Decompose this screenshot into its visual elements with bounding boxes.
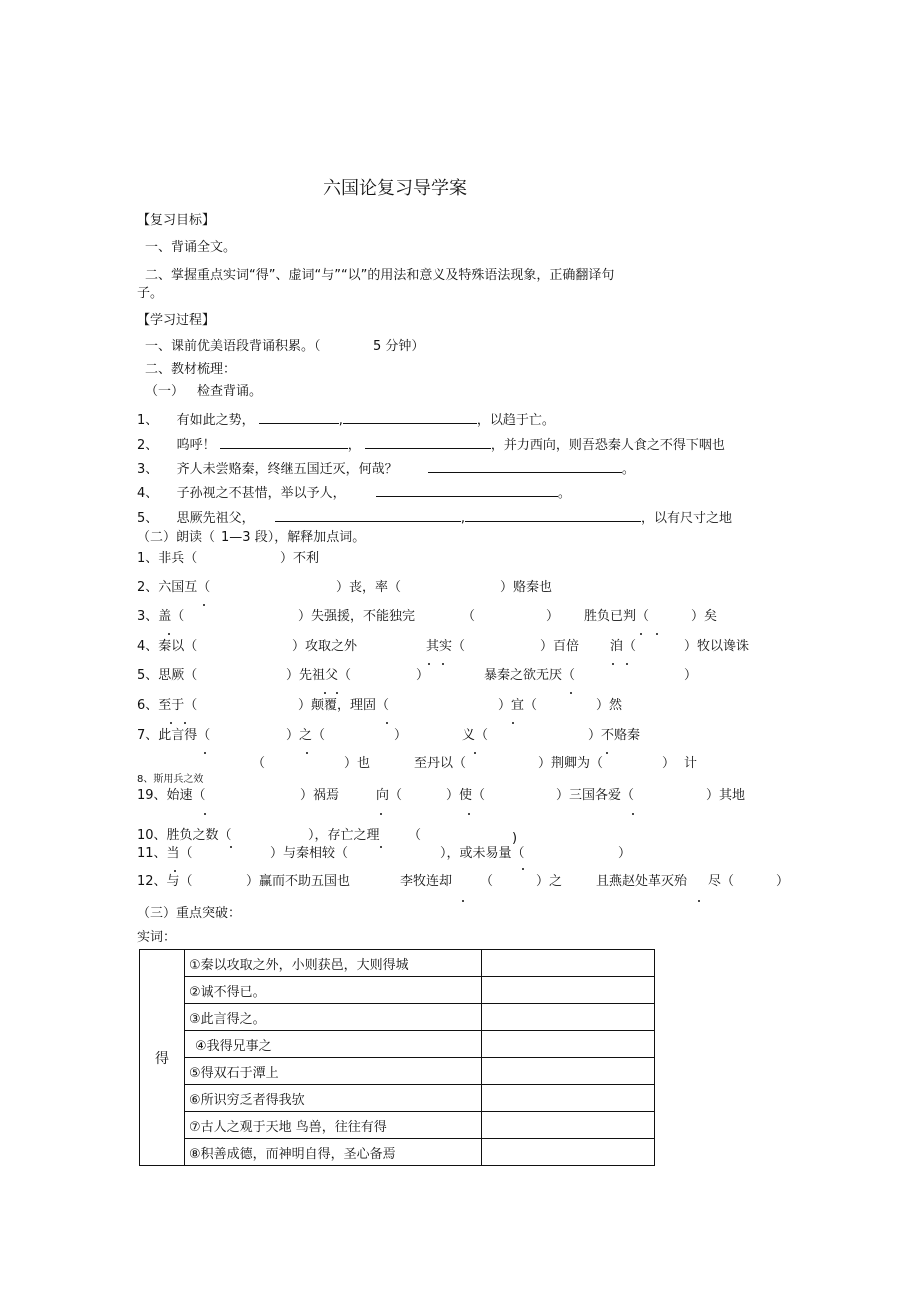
vocab-word: 得 [140, 950, 185, 1166]
reading-item-4: 4、秦以（ [137, 639, 198, 654]
goal-item-2-cont: 子。 [137, 286, 164, 301]
reading-item-11-d: ） [618, 846, 632, 861]
reading-item-2: 2、六国互（ [137, 580, 211, 595]
subsection-1-text: 检查背诵。 [197, 384, 263, 399]
emphasis-dot [324, 692, 326, 694]
blank-field[interactable] [376, 483, 558, 497]
reading-item-7-b: ）之（ [286, 728, 326, 743]
reading-heading: （二）朗读（ 1—3 段），解释加点词。 [137, 530, 366, 545]
reading-item-5: 5、思厥（ [137, 668, 198, 683]
answer-cell[interactable] [482, 1004, 655, 1031]
answer-cell[interactable] [482, 1139, 655, 1166]
emphasis-dot [204, 813, 206, 815]
emphasis-dot [698, 900, 700, 902]
blank-field[interactable] [465, 508, 641, 522]
emphasis-dot [612, 663, 614, 665]
reading-item-6-d: ）然 [596, 698, 623, 713]
answer-cell[interactable] [482, 1112, 655, 1139]
table-row [140, 977, 655, 1004]
recite-line-3: 3、 齐人未尝赂秦，终继五国迁灭，何哉？ 。 [137, 459, 635, 478]
recite-num: 3、 [137, 462, 159, 477]
table-row [140, 1031, 655, 1058]
reading-item-1: 1、非兵（ [137, 551, 198, 566]
recite-text: 齐人未尝赂秦，终继五国迁灭，何哉？ [176, 462, 398, 477]
answer-cell[interactable] [482, 1085, 655, 1112]
blank-field[interactable] [428, 459, 622, 473]
emphasis-dot [168, 633, 170, 635]
emphasis-dot [380, 846, 382, 848]
reading-item-4-b: ）攻取之外 [292, 639, 358, 654]
reading-item-10-d: ) [512, 831, 518, 846]
reading-item-5-d: 暴秦之欲无厌（ [484, 668, 576, 683]
emphasis-dot [174, 870, 176, 872]
reading-item-2-b: ）丧，率（ [336, 580, 402, 595]
vocab-table [139, 949, 655, 1166]
reading-item-4-d: ）百倍 [540, 639, 580, 654]
table-row [140, 1004, 655, 1031]
example-sentence: ⑦古人之观于天地 鸟兽，往往有得 [185, 1112, 482, 1139]
emphasis-dot [522, 868, 524, 870]
reading-item-9-c: 向（ [376, 788, 403, 803]
example-sentence: ②诚不得已。 [185, 977, 482, 1004]
emphasis-dot [462, 900, 464, 902]
reading-item-10-b: ），存亡之理 [308, 828, 380, 843]
reading-item-7b-b: ）也 [344, 756, 371, 771]
blank-field[interactable] [343, 410, 477, 424]
emphasis-dot [204, 752, 206, 754]
blank-field[interactable] [275, 508, 461, 522]
reading-item-5-b: ）先祖父（ [286, 668, 352, 683]
reading-item-7-e: ）不赂秦 [588, 728, 641, 743]
emphasis-dot [230, 846, 232, 848]
process-step-1-time: 5 分钟） [373, 339, 425, 354]
recite-line-5: 5、 思厥先祖父， , ，以有尺寸之地 [137, 508, 732, 527]
process-step-1: 一、课前优美语段背诵积累。（ [145, 339, 321, 354]
goals-heading: 【复习目标】 [137, 213, 216, 228]
reading-item-3-f: ）矣 [691, 609, 718, 624]
reading-item-6: 6、至于（ [137, 698, 198, 713]
focus-label: 实词： [137, 930, 177, 945]
emphasis-dot [512, 722, 514, 724]
reading-item-7b-f: 计 [684, 756, 698, 771]
page-title: 六国论复习导学案 [323, 178, 467, 199]
reading-item-12-c: 李牧连却 [400, 874, 453, 889]
answer-cell[interactable] [482, 977, 655, 1004]
reading-item-11-c: ），或未易量（ [440, 846, 525, 861]
emphasis-dot [606, 752, 608, 754]
goal-item-1: 一、背诵全文。 [145, 240, 237, 255]
reading-item-12: 12、与（ [137, 874, 193, 889]
reading-item-3-b: ）失强援，不能独完 [298, 609, 416, 624]
reading-item-3-d: ） [546, 609, 560, 624]
reading-item-7-d: 义（ [462, 728, 489, 743]
emphasis-dot [306, 752, 308, 754]
table-row [140, 1058, 655, 1085]
emphasis-dot [428, 663, 430, 665]
example-sentence: ⑧积善成德，而神明自得，圣心备焉 [185, 1139, 482, 1166]
recite-num: 1、 [137, 413, 159, 428]
table-row [140, 1085, 655, 1112]
recite-text: 呜呼！ [176, 438, 216, 453]
reading-item-7b-e: ） [662, 756, 676, 771]
process-heading: 【学习过程】 [137, 313, 216, 328]
recite-text: 子孙视之不甚惜，举以予人， [176, 486, 346, 501]
reading-item-7-c: ） [394, 728, 408, 743]
recite-num: 2、 [137, 438, 159, 453]
reading-item-3: 3、盖（ [137, 609, 185, 624]
example-sentence: ①秦以攻取之外，小则获邑，大则得城 [185, 950, 482, 977]
example-sentence: ⑥所识穷乏者得我欤 [185, 1085, 482, 1112]
reading-item-10: 10、胜负之数（ [137, 828, 232, 843]
reading-item-6-c: ）宜（ [498, 698, 538, 713]
reading-item-1-b: ）不利 [280, 551, 320, 566]
emphasis-dot [640, 633, 642, 635]
reading-item-6-b: ）颠覆，理固（ [298, 698, 390, 713]
emphasis-dot [203, 604, 205, 606]
recite-text: 思厥先祖父， [176, 511, 255, 526]
table-row [140, 1112, 655, 1139]
recite-num: 5、 [137, 511, 159, 526]
reading-item-12-b: ）赢而不助五国也 [246, 874, 351, 889]
reading-item-12-d: （ [480, 874, 494, 889]
emphasis-dot [184, 722, 186, 724]
emphasis-dot [386, 722, 388, 724]
reading-item-9: 19、始速（ [137, 788, 206, 803]
reading-item-5-e: ） [684, 668, 698, 683]
answer-cell[interactable] [482, 1031, 655, 1058]
reading-item-11-b: ）与秦相较（ [270, 846, 349, 861]
reading-item-8: 8、斯用兵之效 [137, 774, 204, 785]
reading-item-4-f: ）牧以谗诛 [684, 639, 750, 654]
emphasis-dot [632, 813, 634, 815]
emphasis-dot [570, 692, 572, 694]
reading-item-12-h: ） [776, 874, 790, 889]
reading-item-9-b: ）祸焉 [300, 788, 340, 803]
blank-field[interactable] [220, 435, 348, 449]
reading-item-3-e: 胜负已判（ [584, 609, 650, 624]
reading-item-7b-a: （ [252, 756, 266, 771]
reading-item-12-e: ）之 [536, 874, 563, 889]
process-step-2: 二、教材梳理： [145, 362, 237, 377]
reading-item-9-e: ）三国各爱（ [556, 788, 635, 803]
reading-item-11: 11、当（ [137, 846, 193, 861]
emphasis-dot [474, 752, 476, 754]
reading-item-4-c: 其实（ [426, 639, 466, 654]
emphasis-dot [468, 813, 470, 815]
answer-cell[interactable] [482, 950, 655, 977]
goal-item-2: 二、掌握重点实词“得”、虚词“与”“以”的用法和意义及特殊语法现象，正确翻译句 [145, 268, 615, 283]
reading-item-4-e: 洎（ [610, 639, 637, 654]
reading-item-7: 7、此言得（ [137, 728, 211, 743]
reading-item-2-c: ）赂秦也 [500, 580, 553, 595]
reading-item-5-c: ） [416, 668, 430, 683]
recite-line-1: 1、 有如此之势， , ，以趋于亡。 [137, 410, 555, 429]
emphasis-dot [336, 692, 338, 694]
reading-item-7b-d: ）荆卿为（ [538, 756, 604, 771]
example-sentence: ⑤得双石于潭上 [185, 1058, 482, 1085]
emphasis-dot [626, 663, 628, 665]
reading-item-9-d: ）使（ [446, 788, 486, 803]
table-row [140, 1139, 655, 1166]
recite-line-4: 4、 子孙视之不甚惜，举以予人， 。 [137, 483, 571, 502]
reading-item-7b-c: 至丹以（ [414, 756, 467, 771]
table-row [140, 950, 655, 977]
answer-cell[interactable] [482, 1058, 655, 1085]
emphasis-dot [656, 633, 658, 635]
recite-num: 4、 [137, 486, 159, 501]
reading-item-3-c: （ [462, 609, 476, 624]
example-sentence: ③此言得之。 [185, 1004, 482, 1031]
emphasis-dot [170, 722, 172, 724]
blank-field[interactable] [365, 435, 491, 449]
example-sentence: ④我得兄事之 [185, 1031, 482, 1058]
recite-text: 有如此之势， [176, 413, 255, 428]
recite-line-2: 2、 呜呼！ ， ，并力西向，则吾恐秦人食之不得下咽也 [137, 435, 725, 454]
reading-item-10-c: （ [408, 828, 422, 843]
emphasis-dot [380, 813, 382, 815]
reading-item-12-f: 且燕赵处革灭殆 [596, 874, 688, 889]
emphasis-dot [442, 663, 444, 665]
reading-item-12-g: 尽（ [708, 874, 735, 889]
blank-field[interactable] [259, 410, 339, 424]
subsection-1-label: （一） [145, 384, 185, 399]
focus-heading: （三）重点突破： [137, 906, 242, 921]
reading-item-9-f: ）其地 [706, 788, 746, 803]
